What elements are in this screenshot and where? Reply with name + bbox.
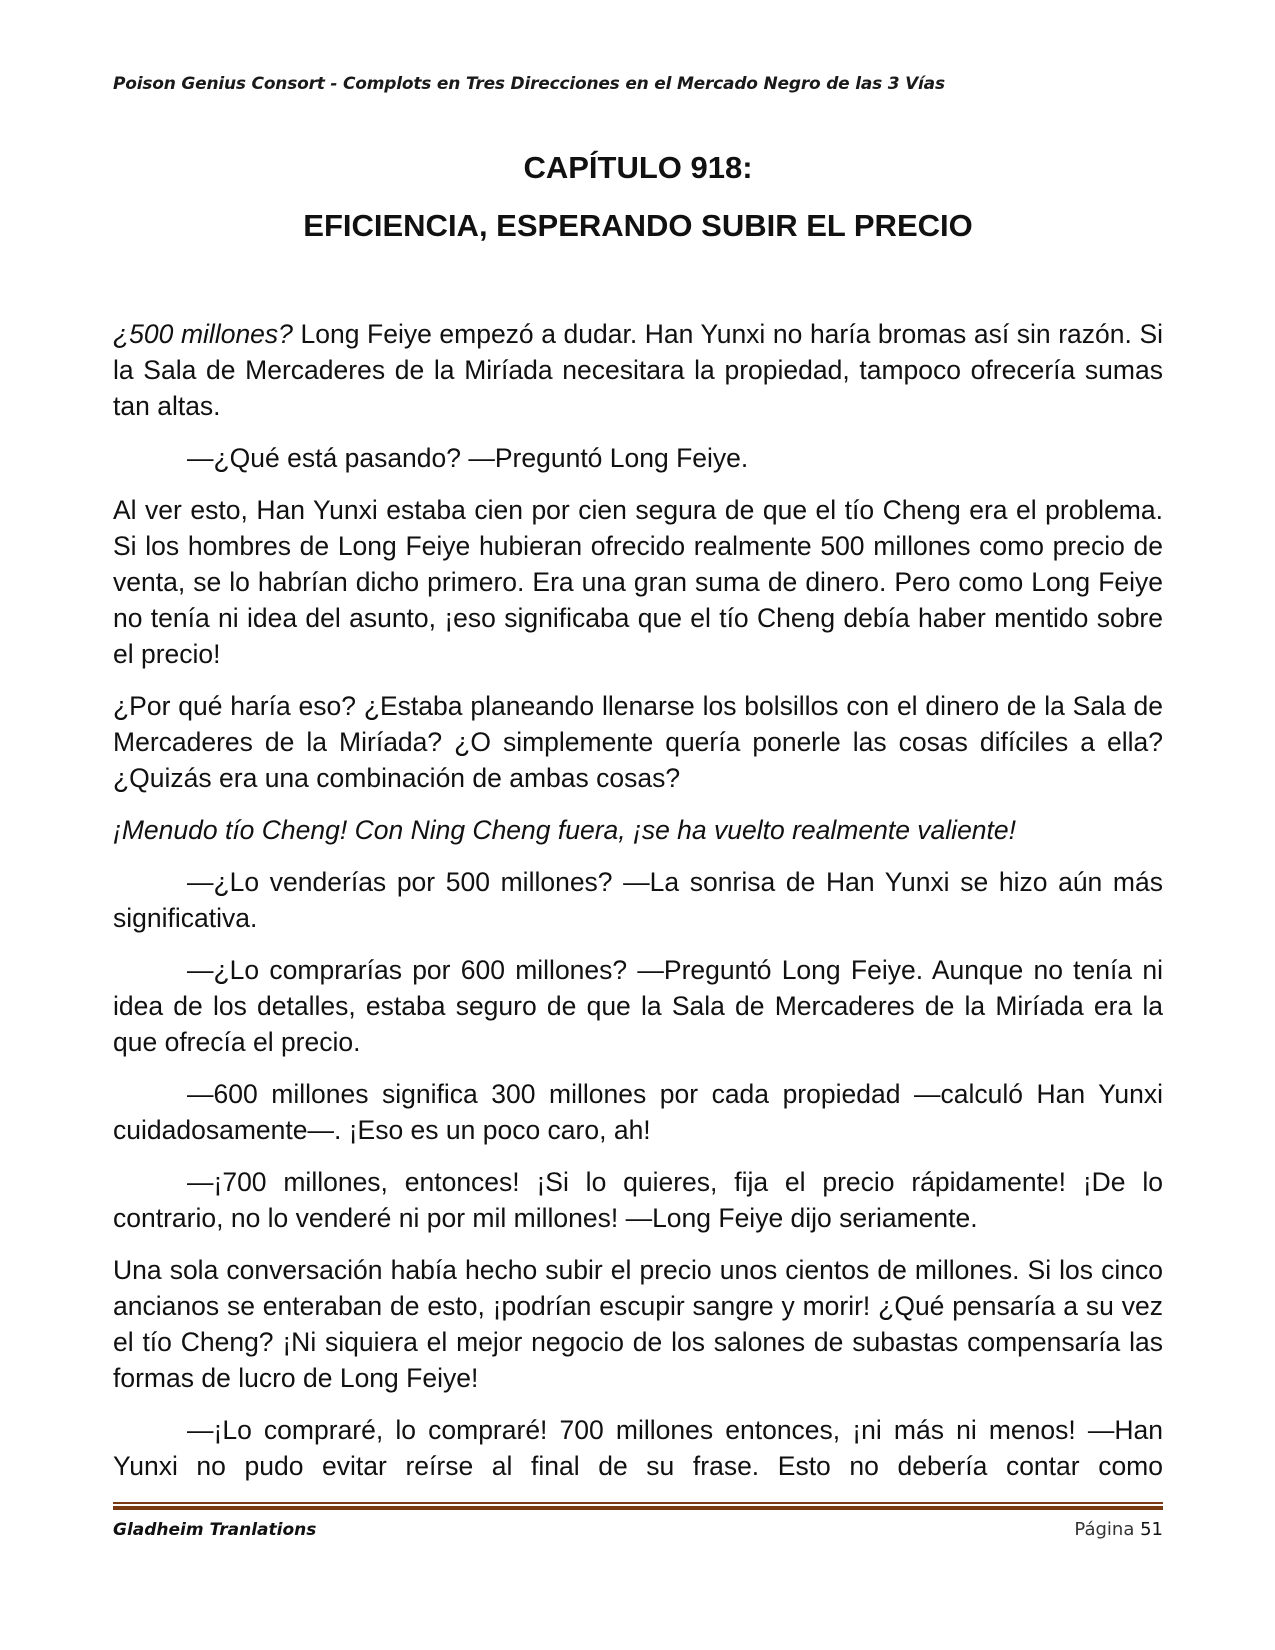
paragraph-text: Long Feiye empezó a dudar. Han Yunxi no haría bromas así sin razón. Si la Sala de Mercaderes de la Miríada necesitara la propiedad, tampoco ofrecería sumas tan altas. (113, 319, 1164, 421)
paragraph (113, 316, 1163, 424)
running-header: Poison Genius Consort - Complots en Tres Direcciones en el Mercado Negro de las 3 Vías (113, 74, 945, 94)
chapter-title: EFICIENCIA, ESPERANDO SUBIR EL PRECIO (303, 208, 973, 243)
inline-thought: ¿500 millones? (113, 319, 293, 349)
footer-divider (113, 1502, 1163, 1510)
chapter-body (113, 316, 1163, 1520)
dialogue-paragraph: —¡Lo compraré, lo compraré! 700 millones entonces, ¡ni más ni menos! —Han Yunxi no pudo evitar reírse al final de su frase. Esto no debería contar como (113, 1415, 1163, 1481)
footer-publisher: Gladheim Tranlations (113, 1520, 317, 1540)
footer-divider-thin (113, 1502, 1163, 1504)
dialogue-paragraph: —600 millones significa 300 millones por cada propiedad —calculó Han Yunxi cuidadosamente—. ¡Eso es un poco caro, ah! (113, 1079, 1163, 1145)
dialogue-paragraph: —¿Lo venderías por 500 millones? —La sonrisa de Han Yunxi se hizo aún más significativa. (113, 867, 1163, 933)
footer-page-number (1074, 1519, 1163, 1540)
dialogue-paragraph: —¿Lo comprarías por 600 millones? —Preguntó Long Feiye. Aunque no tenía ni idea de los detalles, estaba seguro de que la Sala de Mercaderes de la Miríada era la que ofrecía el precio. (113, 955, 1163, 1057)
dialogue-paragraph: —¡700 millones, entonces! ¡Si lo quieres, fija el precio rápidamente! ¡De lo contrario, no lo venderé ni por mil millones! —Long Feiye dijo seriamente. (113, 1167, 1163, 1233)
paragraph: Al ver esto, Han Yunxi estaba cien por cien segura de que el tío Cheng era el problema. Si los hombres de Long Feiye hubieran ofrecido realmente 500 millones como precio de venta, se lo habrían dicho primero. Era una gran suma de dinero. Pero como Long Feiye no tenía ni idea del asunto, ¡eso significaba que el tío Cheng debía haber mentido sobre el precio! (113, 495, 1163, 669)
page-number: 51 (1140, 1519, 1163, 1540)
dialogue-paragraph: —¿Qué está pasando? —Preguntó Long Feiye. (187, 443, 749, 473)
paragraph: ¿Por qué haría eso? ¿Estaba planeando llenarse los bolsillos con el dinero de la Sala de Mercaderes de la Miríada? ¿O simplemente quería ponerle las cosas difíciles a ella? ¿Quizás era una combinación de ambas cosas? (113, 691, 1163, 793)
footer-divider-thick (113, 1506, 1163, 1510)
thought-paragraph: ¡Menudo tío Cheng! Con Ning Cheng fuera, ¡se ha vuelto realmente valiente! (113, 815, 1017, 845)
paragraph: Una sola conversación había hecho subir el precio unos cientos de millones. Si los cinco ancianos se enteraban de esto, ¡podrían escupir sangre y morir! ¿Qué pensaría a su vez el tío Cheng? ¡Ni siquiera el mejor negocio de los salones de subastas compensaría las formas de lucro de Long Feiye! (113, 1255, 1163, 1393)
chapter-number: CAPÍTULO 918: (523, 150, 753, 185)
page-label: Página (1074, 1519, 1135, 1540)
